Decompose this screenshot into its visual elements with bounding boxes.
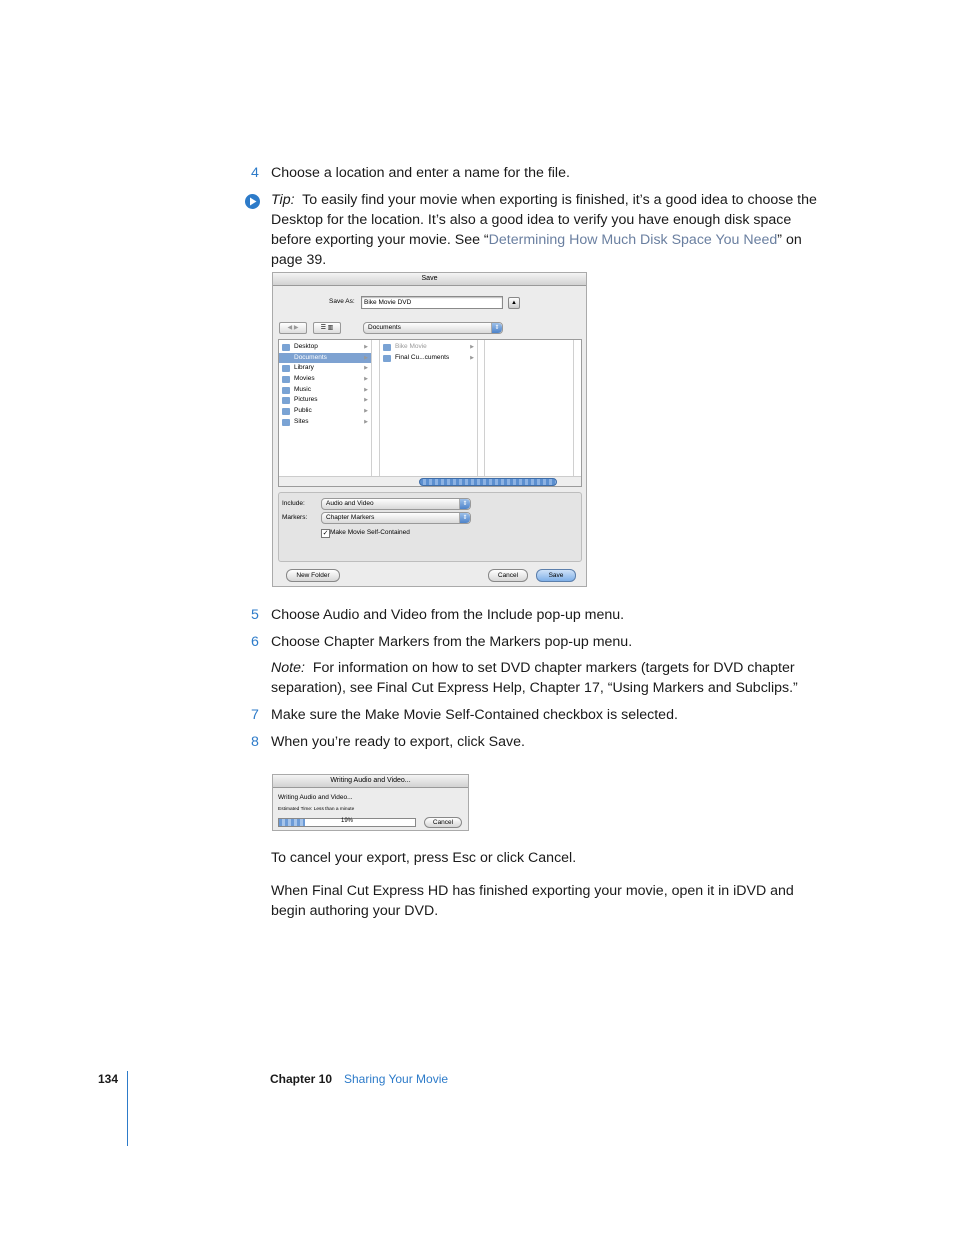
browser-item[interactable] <box>279 406 371 417</box>
step-number: 5 <box>251 607 259 623</box>
browser-item[interactable] <box>279 342 371 353</box>
self-contained-label: Make Movie Self-Contained <box>330 529 410 536</box>
markers-label: Markers: <box>282 514 308 521</box>
browser-item[interactable] <box>279 374 371 385</box>
progress-dialog <box>272 774 469 831</box>
disclosure-arrow-icon: ▶ <box>364 408 368 415</box>
location-popup[interactable] <box>363 322 503 334</box>
step-number: 6 <box>251 634 259 650</box>
save-dialog-title: Save <box>273 273 586 286</box>
footer-section: Sharing Your Movie <box>344 1072 449 1086</box>
browser-item-label: Music <box>294 385 311 393</box>
note-text: For information on how to set DVD chapter markers (targets for DVD chapter separation), see Final Cut Express Help, Chapter 17, “Using Markers and Subclips.” <box>271 660 798 696</box>
folder-icon <box>282 344 290 351</box>
step-text: Choose Audio and Video from the Include pop-up menu. <box>271 607 625 623</box>
step-text: Choose a location and enter a name for the file. <box>271 165 570 181</box>
folder-icon <box>282 365 290 372</box>
page-number: 134 <box>98 1072 119 1086</box>
location-value: Documents <box>368 324 401 331</box>
browser-item-label: Movies <box>294 375 315 383</box>
include-value: Audio and Video <box>326 500 374 507</box>
disclosure-arrow-icon: ▶ <box>364 344 368 350</box>
tip-label: Tip: <box>271 192 295 208</box>
disclosure-arrow-icon: ▶ <box>364 365 368 372</box>
browser-item[interactable] <box>279 353 371 364</box>
popup-arrow-icon: ⇕ <box>459 513 470 523</box>
progress-percent: 19% <box>340 818 353 824</box>
note-label: Note: <box>271 660 305 676</box>
browser-item[interactable] <box>380 342 477 353</box>
back-forward-buttons[interactable]: ◀ ▶ <box>279 322 307 334</box>
include-popup[interactable] <box>321 498 471 510</box>
markers-popup[interactable] <box>321 512 471 524</box>
footer-chapter: Chapter 10 <box>270 1072 333 1086</box>
save-as-label: Save As: <box>329 298 355 305</box>
browser-item-label: Final Cu...cuments <box>395 353 450 361</box>
folder-icon <box>282 376 290 383</box>
popup-arrow-icon: ⇕ <box>459 499 470 509</box>
popup-arrow-icon: ⇕ <box>491 323 502 333</box>
footer-rule <box>127 1071 128 1146</box>
save-as-field[interactable]: Bike Movie DVD <box>361 296 503 309</box>
include-label: Include: <box>282 500 305 507</box>
browser-item[interactable] <box>279 395 371 406</box>
expand-toggle-button[interactable]: ▲ <box>508 297 520 309</box>
step-number: 7 <box>251 707 259 723</box>
step-text: Choose Chapter Markers from the Markers pop-up menu. <box>271 634 633 650</box>
folder-icon <box>282 408 290 415</box>
horizontal-scrollbar[interactable] <box>279 476 581 486</box>
view-mode-buttons[interactable]: ☰ ▥ <box>313 322 341 334</box>
progress-estimate: Estimated Time: Less than a minute <box>278 807 355 812</box>
tip-body-end: ” on page 39. <box>271 232 802 268</box>
disclosure-arrow-icon: ▶ <box>470 344 474 350</box>
browser-item-label: Public <box>294 407 312 415</box>
browser-item-label: Sites <box>294 417 309 425</box>
disclosure-arrow-icon: ▶ <box>364 376 368 383</box>
progress-status: Writing Audio and Video... <box>278 794 353 801</box>
step-text: When you’re ready to export, click Save. <box>271 734 525 750</box>
step-number: 8 <box>251 734 259 750</box>
browser-item[interactable] <box>279 385 371 396</box>
export-options-box <box>278 492 582 562</box>
self-contained-checkbox[interactable]: ✓ <box>322 530 329 537</box>
folder-icon <box>282 397 290 404</box>
final-paragraph: When Final Cut Express HD has finished exporting your movie, open it in iDVD and begin authoring your DVD. <box>271 883 794 919</box>
scroll-thumb[interactable] <box>419 478 557 486</box>
save-dialog <box>272 272 587 587</box>
disclosure-arrow-icon: ▶ <box>470 354 474 361</box>
tip-text <box>271 190 831 270</box>
step-text: Make sure the Make Movie Self-Contained checkbox is selected. <box>271 707 678 723</box>
note-block <box>271 658 816 698</box>
file-browser[interactable] <box>278 339 582 487</box>
disclosure-arrow-icon: ▶ <box>364 386 368 393</box>
browser-item-label: Pictures <box>294 396 318 404</box>
folder-icon <box>383 344 391 351</box>
tip-link[interactable]: Determining How Much Disk Space You Need <box>488 232 778 248</box>
tip-arrow-icon <box>244 193 261 210</box>
browser-item[interactable] <box>279 363 371 374</box>
browser-item-label: Library <box>294 364 314 372</box>
browser-item-label: Bike Movie <box>395 343 427 350</box>
disclosure-arrow-icon: ▶ <box>364 354 368 361</box>
browser-item[interactable] <box>279 417 371 428</box>
disclosure-arrow-icon: ▶ <box>364 418 368 425</box>
cancel-button[interactable]: Cancel <box>488 569 528 582</box>
browser-column-2 <box>379 340 478 476</box>
browser-column-1 <box>279 340 372 476</box>
step-number: 4 <box>251 165 259 181</box>
disclosure-arrow-icon: ▶ <box>364 397 368 404</box>
save-button[interactable]: Save <box>536 569 576 582</box>
folder-icon <box>282 419 290 426</box>
browser-item-label: Desktop <box>294 343 318 350</box>
folder-icon <box>282 355 290 362</box>
browser-column-3 <box>484 340 574 476</box>
folder-icon <box>282 387 290 394</box>
progress-bar <box>278 818 416 827</box>
progress-cancel-button[interactable]: Cancel <box>424 817 462 828</box>
cancel-paragraph: To cancel your export, press Esc or click Cancel. <box>271 850 577 866</box>
browser-item-label: Documents <box>294 353 327 361</box>
markers-value: Chapter Markers <box>326 514 375 521</box>
new-folder-button[interactable]: New Folder <box>286 569 340 582</box>
folder-icon <box>383 355 391 362</box>
browser-item[interactable] <box>380 353 477 364</box>
progress-dialog-title: Writing Audio and Video... <box>273 775 468 788</box>
tip-body: To easily find your movie when exporting is finished, it’s a good idea to choose the Desktop for the location. It’s also a good idea to verify you have enough disk space before exporting your movie. See “ <box>271 192 817 248</box>
